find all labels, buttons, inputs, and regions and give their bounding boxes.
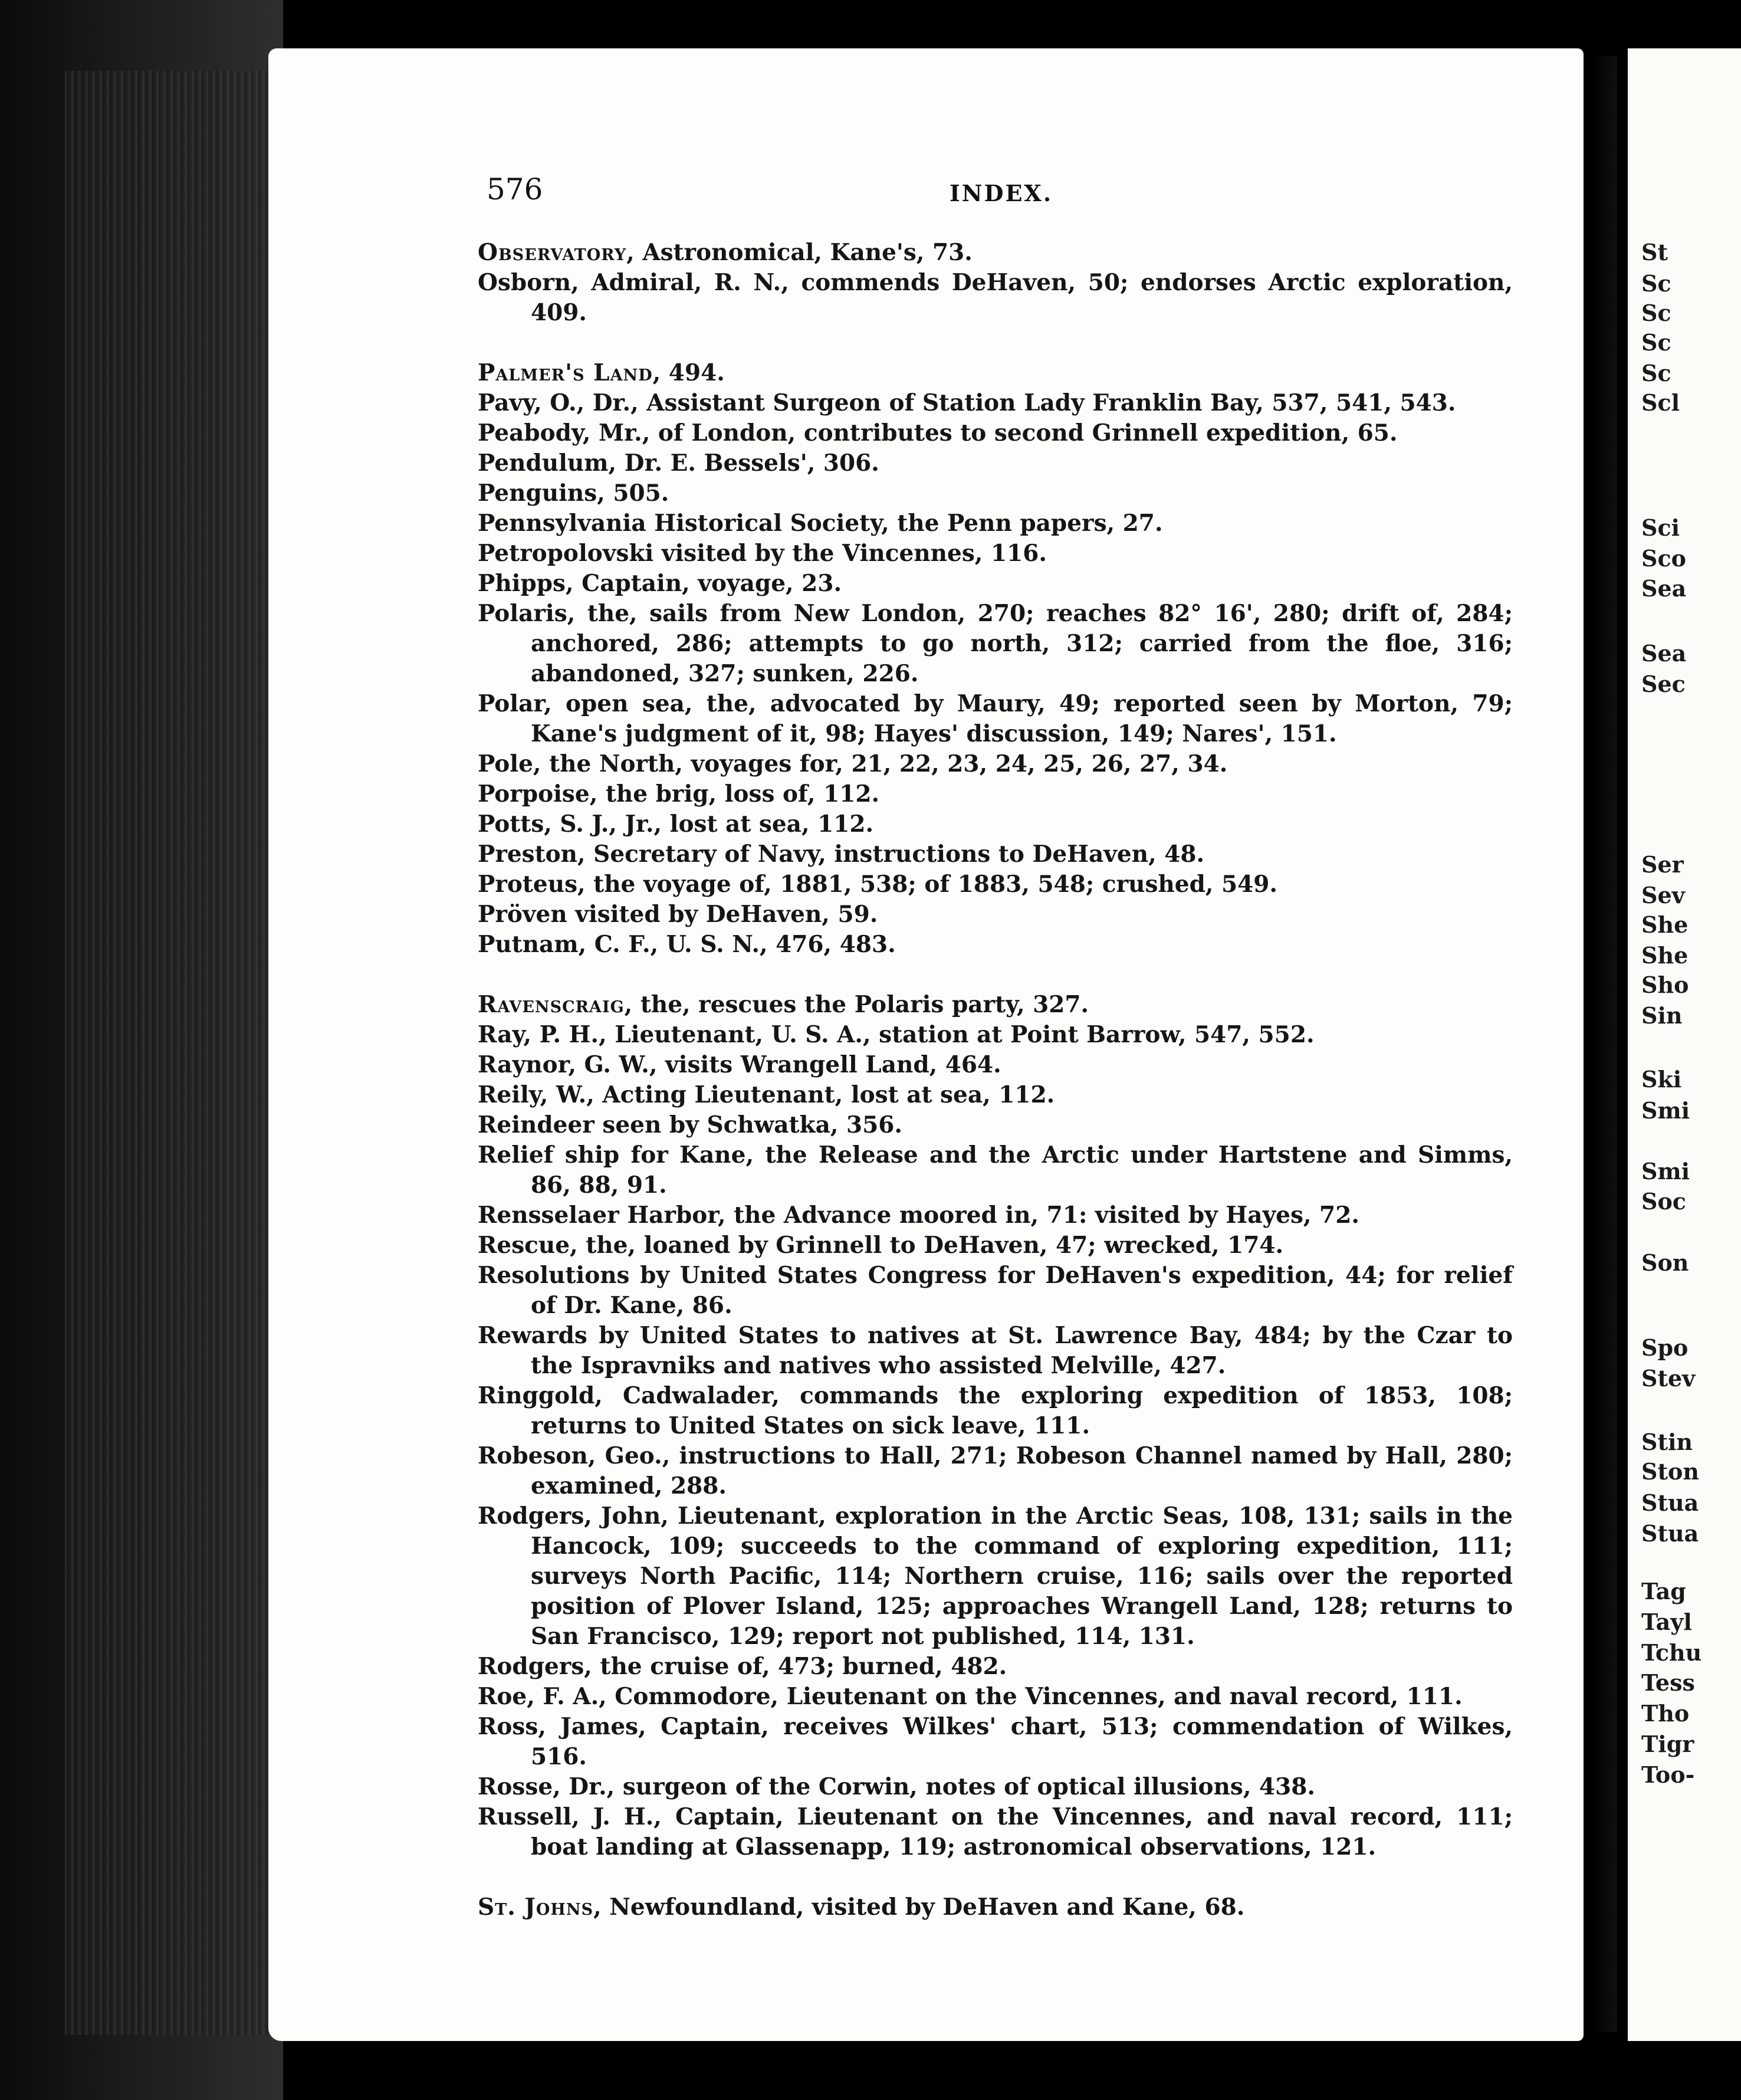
facing-page-fragment: St bbox=[1641, 239, 1668, 265]
index-entry: Potts, S. J., Jr., lost at sea, 112. bbox=[478, 811, 874, 838]
section-gap bbox=[478, 1862, 1513, 1892]
index-entry: Palmer's Land, 494. bbox=[478, 359, 725, 386]
facing-page-fragment: Sco bbox=[1641, 545, 1686, 572]
facing-page-fragment: Stin bbox=[1641, 1429, 1693, 1455]
running-head: INDEX. bbox=[950, 180, 1053, 206]
facing-page-fragment: Soc bbox=[1641, 1188, 1686, 1215]
index-entry: Rosse, Dr., surgeon of the Corwin, notes of optical illusions, 438. bbox=[478, 1773, 1315, 1800]
facing-page-fragment: Tigr bbox=[1641, 1731, 1694, 1757]
index-entry: Pendulum, Dr. E. Bessels', 306. bbox=[478, 449, 879, 477]
facing-page-fragment: Sea bbox=[1641, 575, 1687, 602]
index-entry: St. Johns, Newfoundland, visited by DeHaven and Kane, 68. bbox=[478, 1894, 1245, 1921]
index-entry: Polar, open sea, the, advocated by Maury, 49; reported seen by Morton, 79; Kane's judgment of it, 98; Hayes' discussion, 149; Nares', 151. bbox=[478, 690, 1513, 747]
index-entry: Phipps, Captain, voyage, 23. bbox=[478, 570, 842, 597]
facing-page-fragment: Smi bbox=[1641, 1097, 1690, 1124]
index-entry: Porpoise, the brig, loss of, 112. bbox=[478, 780, 880, 808]
index-entry: Russell, J. H., Captain, Lieutenant on the Vincennes, and naval record, 111; boat landing at Glassenapp, 119; astronomical observations, 121. bbox=[478, 1803, 1513, 1861]
page-number: 576 bbox=[487, 172, 543, 206]
index-entry: Relief ship for Kane, the Release and the Arctic under Hartstene and Simms, 86, 88, 91. bbox=[478, 1141, 1513, 1199]
index-entry: Reindeer seen by Schwatka, 356. bbox=[478, 1111, 902, 1138]
facing-page-fragment: Tess bbox=[1641, 1669, 1695, 1696]
facing-page-fragment: Sci bbox=[1641, 514, 1680, 541]
facing-page-fragment: Scl bbox=[1641, 389, 1680, 416]
facing-page-fragment: Stua bbox=[1641, 1489, 1699, 1516]
index-entry: Pröven visited by DeHaven, 59. bbox=[478, 901, 878, 928]
index-entry: Putnam, C. F., U. S. N., 476, 483. bbox=[478, 931, 896, 958]
index-entry: Peabody, Mr., of London, contributes to second Grinnell expedition, 65. bbox=[478, 419, 1398, 447]
index-entry: Rewards by United States to natives at St. Lawrence Bay, 484; by the Czar to the Ispravniks and natives who assisted Melville, 427. bbox=[478, 1322, 1513, 1379]
facing-page-fragment: She bbox=[1641, 942, 1689, 969]
facing-page-fragment: Sho bbox=[1641, 972, 1689, 998]
index-entry: Rescue, the, loaned by Grinnell to DeHaven, 47; wrecked, 174. bbox=[478, 1232, 1284, 1259]
facing-page-fragment: Ser bbox=[1641, 851, 1684, 878]
index-entry: Rensselaer Harbor, the Advance moored in, 71: visited by Hayes, 72. bbox=[478, 1202, 1359, 1229]
facing-page-fragment: Sea bbox=[1641, 640, 1687, 667]
page-edges bbox=[65, 71, 277, 2035]
facing-page-fragment: Tho bbox=[1641, 1700, 1690, 1727]
index-entry: Rodgers, John, Lieutenant, exploration in the Arctic Seas, 108, 131; sails in the Hancock, 109; succeeds to the command of exploring expedition, 111; surveys North Pacific, 114; Northern cruise, 116; sails over the reported position of Plover Island, 125; approaches Wrangell Land, 128; returns to San Francisco, 129; report not published, 114, 131. bbox=[478, 1502, 1513, 1650]
index-entry: Preston, Secretary of Navy, instructions to DeHaven, 48. bbox=[478, 841, 1205, 868]
index-entry: Observatory, Astronomical, Kane's, 73. bbox=[478, 239, 973, 266]
index-entry: Rodgers, the cruise of, 473; burned, 482. bbox=[478, 1653, 1007, 1680]
index-entry: Raynor, G. W., visits Wrangell Land, 464. bbox=[478, 1051, 1001, 1078]
index-entry: Pavy, O., Dr., Assistant Surgeon of Station Lady Franklin Bay, 537, 541, 543. bbox=[478, 389, 1456, 416]
index-entry: Ross, James, Captain, receives Wilkes' chart, 513; commendation of Wilkes, 516. bbox=[478, 1713, 1513, 1770]
index-entry: Resolutions by United States Congress for DeHaven's expedition, 44; for relief of Dr. Kane, 86. bbox=[478, 1262, 1513, 1319]
facing-page-fragment: Spo bbox=[1641, 1334, 1689, 1361]
facing-page-fragment: Tchu bbox=[1641, 1639, 1702, 1666]
index-entry: Pennsylvania Historical Society, the Penn papers, 27. bbox=[478, 510, 1163, 537]
facing-page-fragment: Sec bbox=[1641, 671, 1686, 697]
facing-page-fragment: Smi bbox=[1641, 1158, 1690, 1184]
index-entry: Pole, the North, voyages for, 21, 22, 23, 24, 25, 26, 27, 34. bbox=[478, 750, 1228, 777]
index-entry: Reily, W., Acting Lieutenant, lost at sea, 112. bbox=[478, 1081, 1055, 1108]
index-entry: Ray, P. H., Lieutenant, U. S. A., station at Point Barrow, 547, 552. bbox=[478, 1021, 1315, 1048]
index-entry: Ringgold, Cadwalader, commands the exploring expedition of 1853, 108; returns to United States on sick leave, 111. bbox=[478, 1382, 1513, 1439]
facing-page-fragment: Sin bbox=[1641, 1002, 1683, 1029]
facing-page-fragment: Sc bbox=[1641, 360, 1671, 386]
facing-page-fragment: Sev bbox=[1641, 882, 1685, 908]
index-entry: Proteus, the voyage of, 1881, 538; of 1883, 548; crushed, 549. bbox=[478, 871, 1278, 898]
facing-page-fragment: Stua bbox=[1641, 1520, 1699, 1547]
index-entry: Robeson, Geo., instructions to Hall, 271; Robeson Channel named by Hall, 280; examined, 288. bbox=[478, 1442, 1513, 1499]
index-entry: Ravenscraig, the, rescues the Polaris party, 327. bbox=[478, 991, 1089, 1018]
facing-page-fragment: Sc bbox=[1641, 300, 1671, 326]
index-entries bbox=[478, 238, 1513, 1922]
facing-page-fragment: Tayl bbox=[1641, 1609, 1692, 1635]
facing-page-fragment: Too- bbox=[1641, 1761, 1695, 1788]
index-entry: Roe, F. A., Commodore, Lieutenant on the Vincennes, and naval record, 111. bbox=[478, 1683, 1463, 1710]
facing-page-fragment: Ski bbox=[1641, 1066, 1682, 1092]
facing-page-fragment: Tag bbox=[1641, 1578, 1686, 1604]
facing-page-fragment: She bbox=[1641, 911, 1689, 938]
facing-page-fragment: Sc bbox=[1641, 270, 1671, 297]
index-entry: Petropolovski visited by the Vincennes, 116. bbox=[478, 540, 1047, 567]
facing-page-fragments bbox=[1641, 0, 1741, 2100]
index-entry: Penguins, 505. bbox=[478, 480, 669, 507]
index-entry: Polaris, the, sails from New London, 270; reaches 82° 16', 280; drift of, 284; anchored, 286; attempts to go north, 312; carried from the floe, 316; abandoned, 327; sunken, 226. bbox=[478, 600, 1513, 687]
facing-page-fragment: Son bbox=[1641, 1249, 1689, 1276]
facing-page-fragment: Ston bbox=[1641, 1458, 1699, 1485]
section-gap bbox=[478, 960, 1513, 990]
facing-page-fragment: Sc bbox=[1641, 329, 1671, 356]
facing-page-fragment: Stev bbox=[1641, 1365, 1696, 1392]
index-entry: Osborn, Admiral, R. N., commends DeHaven, 50; endorses Arctic exploration, 409. bbox=[478, 269, 1513, 326]
section-gap bbox=[478, 328, 1513, 358]
